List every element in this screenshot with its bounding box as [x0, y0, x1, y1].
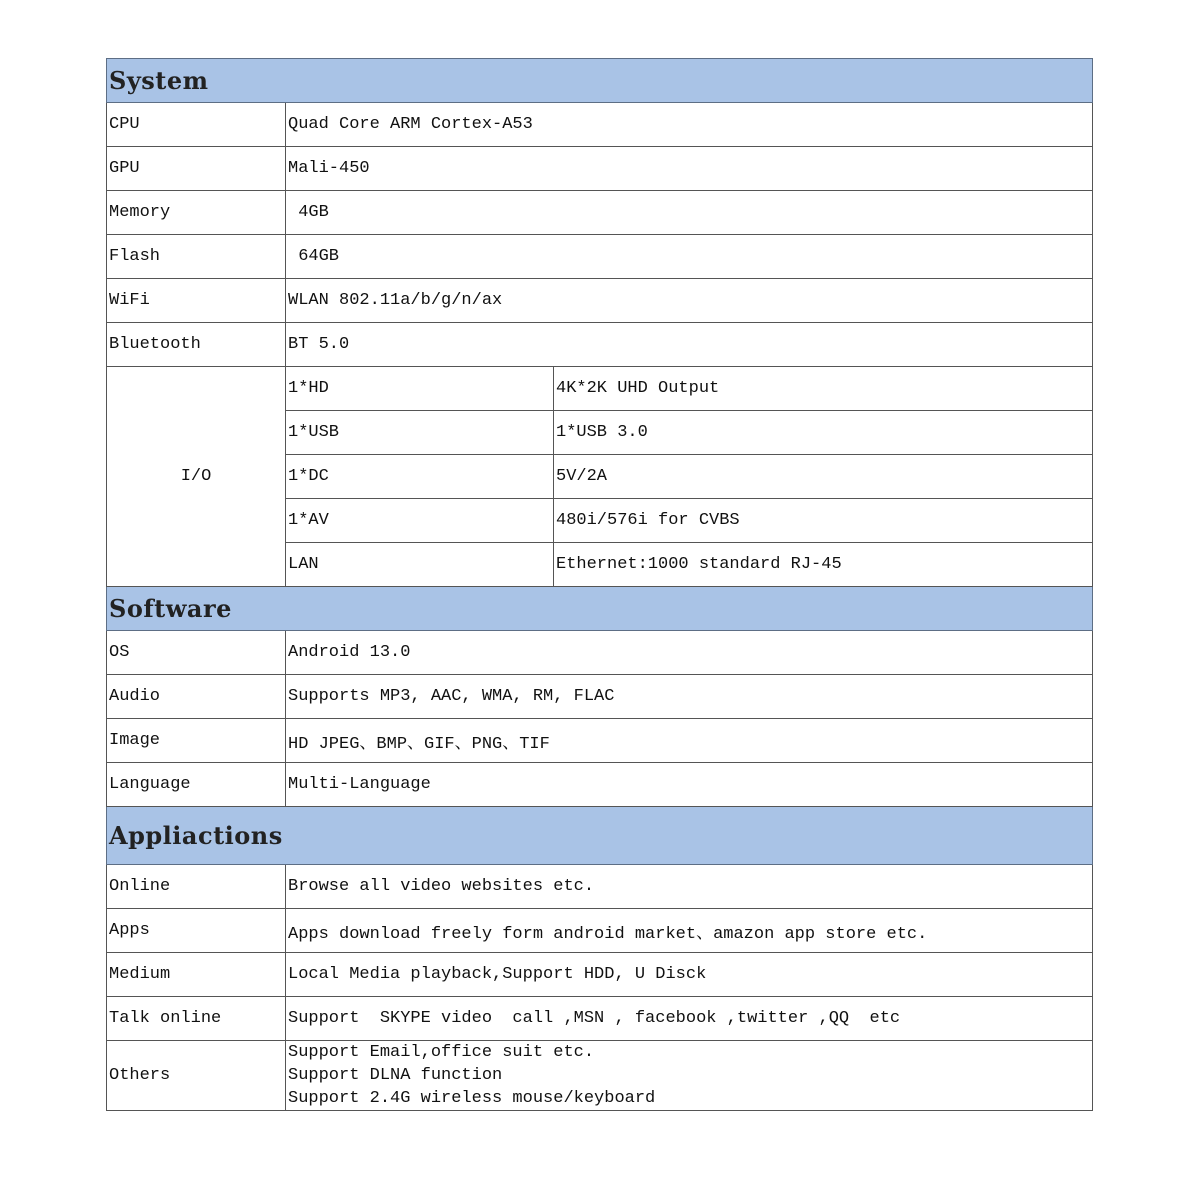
spec-row-audio	[107, 675, 1093, 719]
spec-label: Apps	[107, 909, 286, 953]
io-desc: 4K*2K UHD Output	[554, 367, 1093, 411]
spec-row-gpu	[107, 147, 1093, 191]
spec-row-memory	[107, 191, 1093, 235]
spec-row-talk-online	[107, 997, 1093, 1041]
io-desc: 1*USB 3.0	[554, 411, 1093, 455]
section-header-software	[107, 587, 1093, 631]
spec-value: Mali-450	[286, 147, 1093, 191]
spec-label: Flash	[107, 235, 286, 279]
spec-value: 64GB	[286, 235, 1093, 279]
spec-sheet	[106, 58, 1092, 1111]
spec-value: Android 13.0	[286, 631, 1093, 675]
io-port: LAN	[286, 543, 554, 587]
spec-row-online	[107, 865, 1093, 909]
io-port: 1*HD	[286, 367, 554, 411]
io-row-hd	[107, 367, 1093, 411]
spec-value: Quad Core ARM Cortex-A53	[286, 103, 1093, 147]
io-desc: 480i/576i for CVBS	[554, 499, 1093, 543]
spec-value: Support SKYPE video call ,MSN , facebook ,twitter ,QQ etc	[286, 997, 1093, 1041]
spec-label: Image	[107, 719, 286, 763]
section-header-applications	[107, 807, 1093, 865]
spec-value: WLAN 802.11a/b/g/n/ax	[286, 279, 1093, 323]
section-title: Appliactions	[107, 807, 1093, 865]
spec-row-language	[107, 763, 1093, 807]
io-port: 1*USB	[286, 411, 554, 455]
io-label: I/O	[107, 367, 286, 587]
section-header-system	[107, 59, 1093, 103]
spec-row-wifi	[107, 279, 1093, 323]
section-title: Software	[107, 587, 1093, 631]
io-port: 1*DC	[286, 455, 554, 499]
spec-value: BT 5.0	[286, 323, 1093, 367]
spec-label: WiFi	[107, 279, 286, 323]
io-desc: Ethernet:1000 standard RJ-45	[554, 543, 1093, 587]
spec-value-line: Support 2.4G wireless mouse/keyboard	[288, 1089, 656, 1108]
spec-value-line: Support DLNA function	[288, 1066, 503, 1085]
spec-row-apps	[107, 909, 1093, 953]
spec-value-line: Support Email,office suit etc.	[288, 1043, 595, 1062]
spec-label: Online	[107, 865, 286, 909]
spec-table	[106, 58, 1093, 1111]
io-desc: 5V/2A	[554, 455, 1093, 499]
spec-value: Apps download freely form android market、amazon app store etc.	[286, 909, 1093, 953]
spec-label: CPU	[107, 103, 286, 147]
spec-label: Others	[107, 1041, 286, 1111]
spec-label: Audio	[107, 675, 286, 719]
spec-label: Memory	[107, 191, 286, 235]
spec-value: Local Media playback,Support HDD, U Disck	[286, 953, 1093, 997]
spec-label: OS	[107, 631, 286, 675]
spec-value: Multi-Language	[286, 763, 1093, 807]
spec-label: GPU	[107, 147, 286, 191]
spec-value: 4GB	[286, 191, 1093, 235]
spec-row-cpu	[107, 103, 1093, 147]
spec-row-flash	[107, 235, 1093, 279]
spec-label: Language	[107, 763, 286, 807]
spec-label: Bluetooth	[107, 323, 286, 367]
spec-value-multiline	[286, 1041, 1093, 1111]
io-port: 1*AV	[286, 499, 554, 543]
spec-row-medium	[107, 953, 1093, 997]
spec-row-os	[107, 631, 1093, 675]
spec-value: Browse all video websites etc.	[286, 865, 1093, 909]
spec-label: Talk online	[107, 997, 286, 1041]
spec-row-image	[107, 719, 1093, 763]
spec-value: Supports MP3, AAC, WMA, RM, FLAC	[286, 675, 1093, 719]
section-title: System	[107, 59, 1093, 103]
spec-row-others	[107, 1041, 1093, 1111]
spec-label: Medium	[107, 953, 286, 997]
spec-value: HD JPEG、BMP、GIF、PNG、TIF	[286, 719, 1093, 763]
spec-row-bluetooth	[107, 323, 1093, 367]
